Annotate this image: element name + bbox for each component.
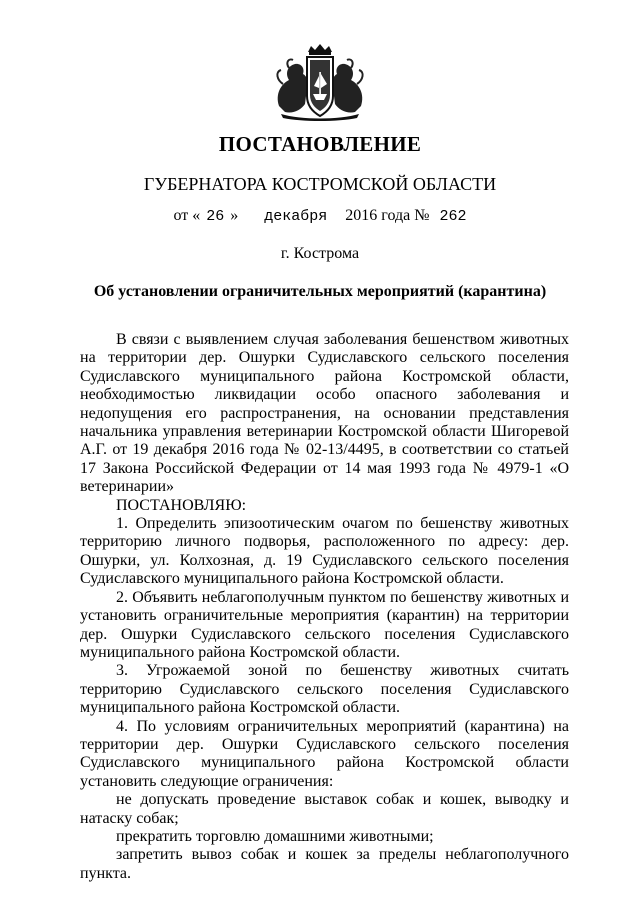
restriction-item: запретить вывоз собак и кошек за пределы неблагополучного пункта. [80, 846, 569, 882]
document-number: 262 [439, 208, 467, 225]
city-line: г. Кострома [280, 245, 360, 262]
date-year: 2016 года № [345, 207, 430, 224]
restriction-item: не допускать проведение выставок собак и кошек, выводку и натаску собак; [80, 791, 569, 827]
date-line [0, 207, 640, 225]
date-day: 26 [206, 208, 225, 225]
date-month: декабря [264, 208, 328, 225]
document-heading: Об установлении ограничительных мероприятий (карантина) [93, 283, 547, 300]
issuer-line: ГУБЕРНАТОРА КОСТРОМСКОЙ ОБЛАСТИ [143, 174, 497, 194]
document-title: ПОСТАНОВЛЕНИЕ [218, 132, 422, 156]
coat-of-arms-icon [271, 44, 369, 122]
date-prefix: от « [173, 207, 201, 224]
document-body [80, 331, 569, 883]
clause-1: 1. Определить эпизоотическим очагом по бешенству животных территорию личного подворья, расположенного по адресу: дер. Ошурки, ул. Колхозная, д. 19 Судиславского сельского поселения Судиславского муниципального района Костромской области. [80, 515, 569, 588]
clause-4: 4. По условиям ограничительных мероприятий (карантина) на территории дер. Ошурки Судиславского сельского поселения Судиславского муниципального района Костромской области установить следующие ограничения: [80, 717, 569, 790]
resolve-line: ПОСТАНОВЛЯЮ: [116, 496, 247, 514]
restriction-item: прекратить торговлю домашними животными; [116, 827, 434, 845]
clause-3: 3. Угрожаемой зоной по бешенству животных считать территорию Судиславского сельского поселения Судиславского муниципального района Костромской области. [80, 662, 569, 717]
clause-2: 2. Объявить неблагополучным пунктом по бешенству животных и установить ограничительные мероприятия (карантин) на территории дер. Ошурки Судиславского сельского поселения Судиславского муниципального района Костромской области. [80, 588, 569, 661]
preamble-paragraph: В связи с выявлением случая заболевания бешенством животных на территории дер. Ошурки Судиславского сельского поселения Судиславского муниципального района Костромской области, необходимостью ликвидации особо опасного заболевания и недопущения его распространения, на основании представления начальника управления ветеринарии Костромской области Шигоревой А.Г. от 19 декабря 2016 года № 02-13/4495, в соответствии со статьей 17 Закона Российской Федерации от 14 мая 1993 года № 4979-1 «О ветеринарии» [80, 331, 569, 496]
date-day-close: » [230, 207, 239, 224]
